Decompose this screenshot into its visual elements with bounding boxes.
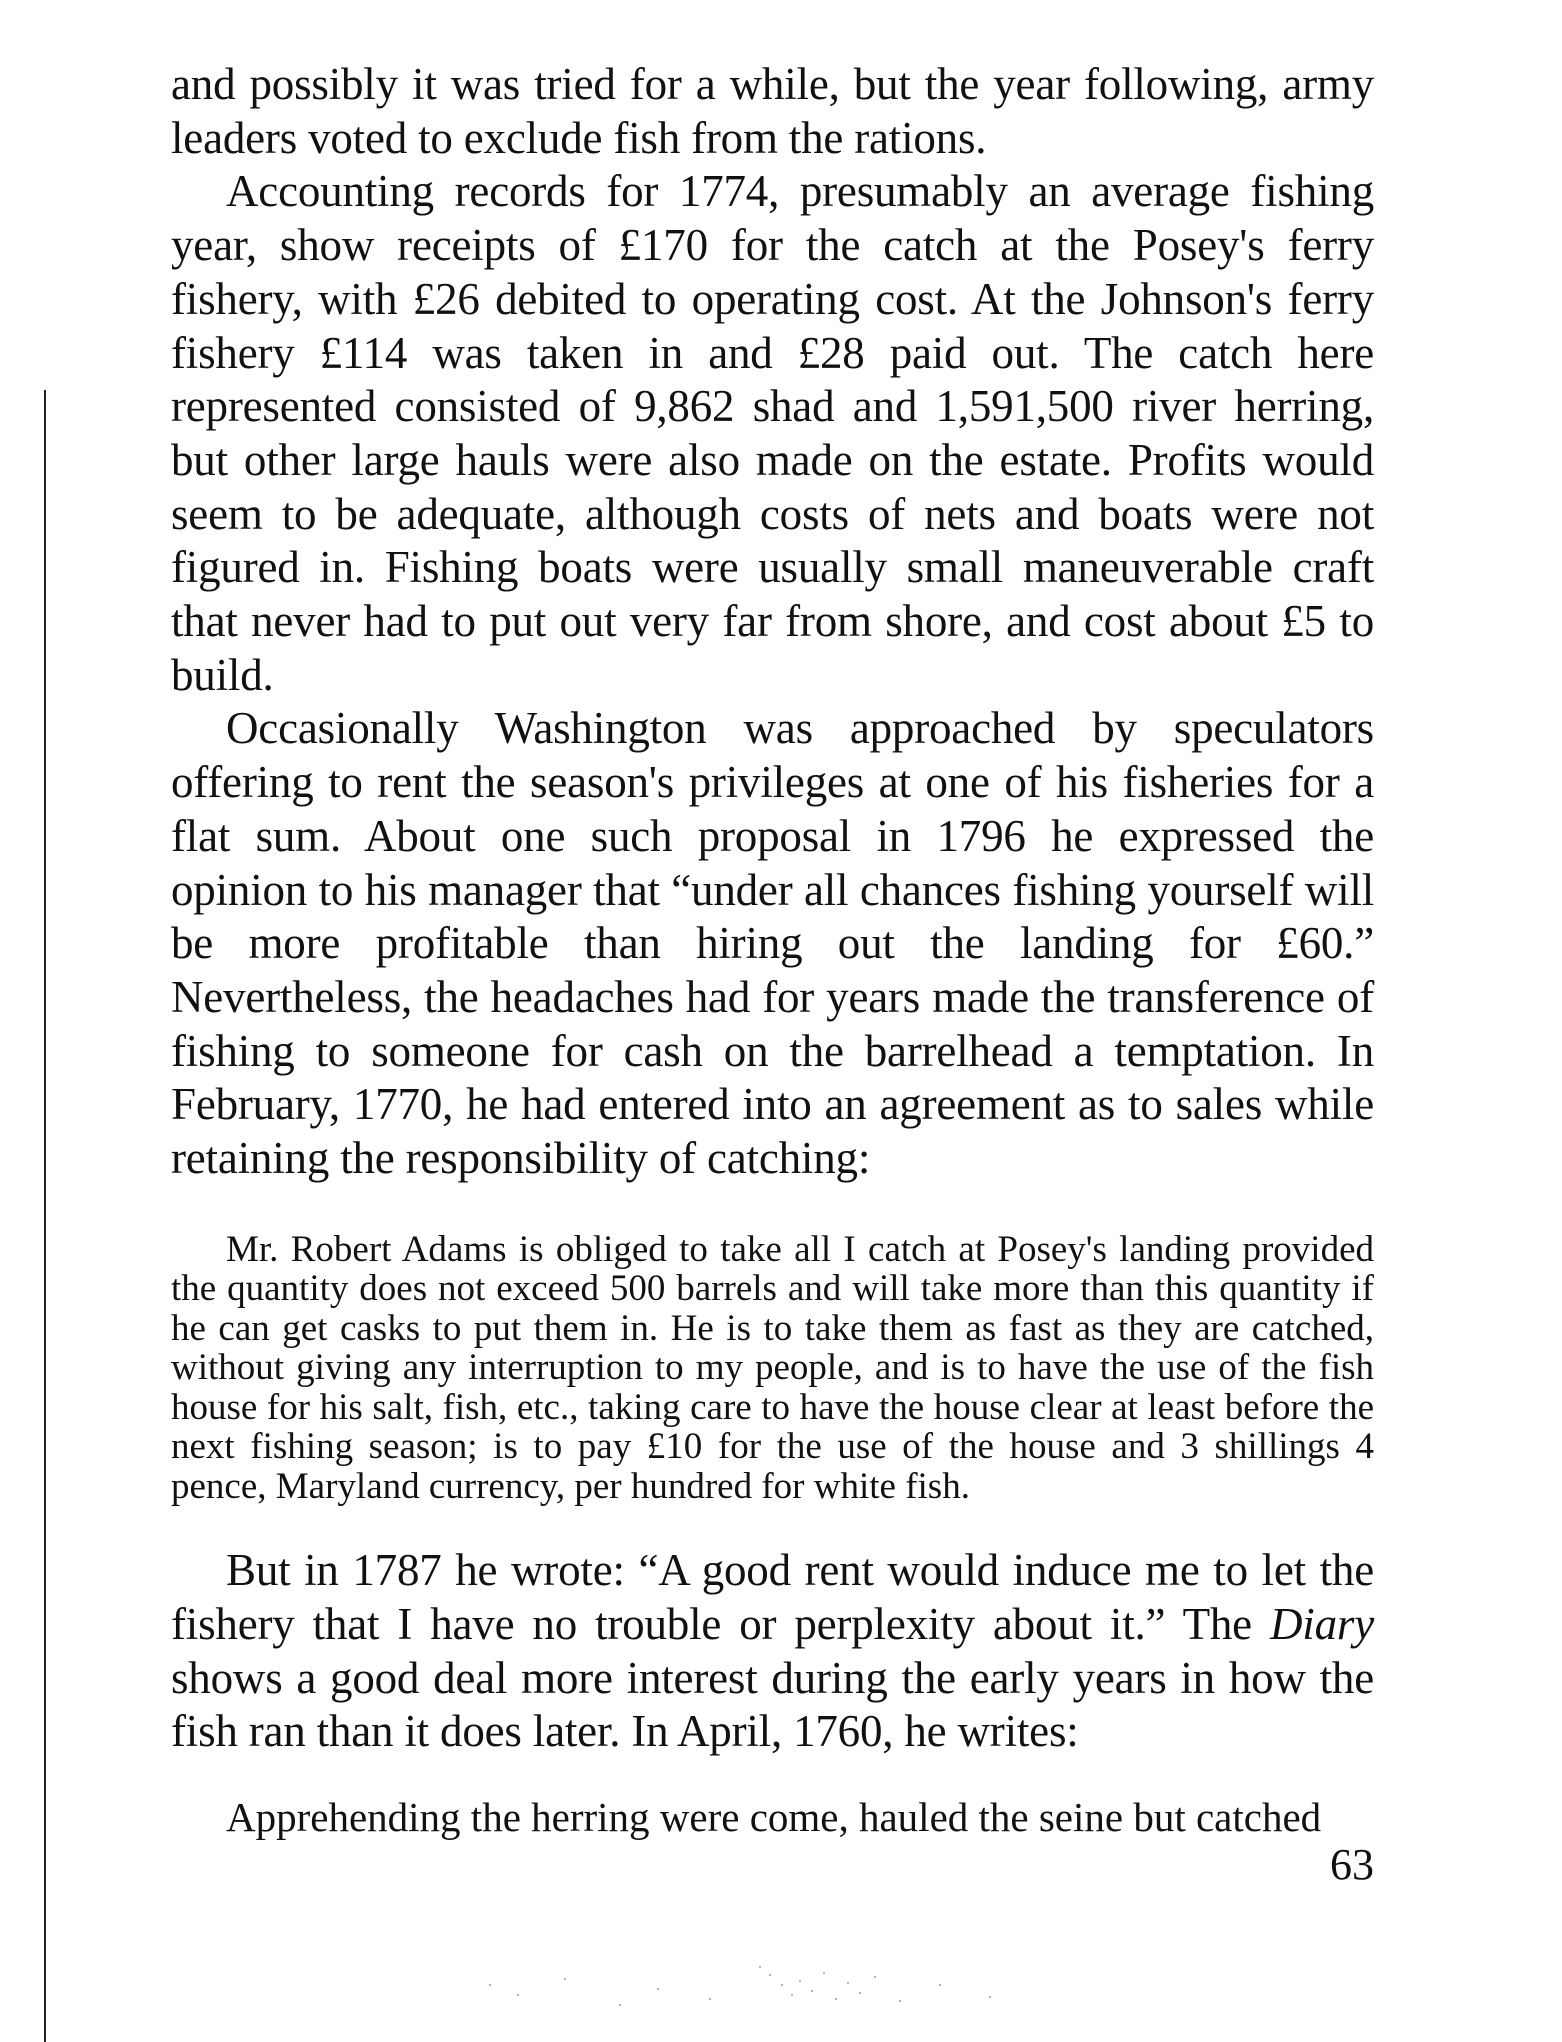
block-quote-1-text: Mr. Robert Adams is obliged to take all I catch at Posey's landing provided the quantity does not exceed 500 barrels and will take more than this quantity if he can get casks to put them in. He is to take them as fast as they are catched, without giving any interruption to my people, and is to have the use of the fish house for his salt, fish, etc., taking care to have the house clear at least before the next fishing season; is to pay £10 for the use of the house and 3 shillings 4 pence, Maryland currency, per hundred for white fish. [171,1228,1374,1507]
book-page [171,58,1374,1839]
paragraph-4-part-1: But in 1787 he wrote: “A good rent would induce me to let the fishery that I have no trouble or perplexity about it.” The [171,1545,1374,1649]
paragraph-4 [171,1544,1374,1759]
paragraph-2: Accounting records for 1774, presumably an average fishing year, show receipts of £170 for the catch at the Posey's ferry fishery, with £26 debited to operating cost. At the Johnson's ferry fishery £114 was taken in and £28 paid out. The catch here represented consisted of 9,862 shad and 1,591,500 river herring, but other large hauls were also made on the estate. Profits would seem to be adequate, although costs of nets and boats were not figured in. Fishing boats were usually small maneuverable craft that never had to put out very far from shore, and cost about £5 to build. [171,166,1374,700]
page-number: 63 [1330,1840,1374,1889]
paragraph-4-part-2: shows a good deal more interest during the early years in how the fish ran than it does later. In April, 1760, he writes: [171,1652,1374,1757]
scan-noise [470,1955,1030,2025]
paragraph-3: Occasionally Washington was approached by speculators offering to rent the season's privileges at one of his fisheries for a flat sum. About one such proposal in 1796 he expressed the opinion to his manager that “under all chances fishing yourself will be more profitable than hiring out the landing for £60.” Nevertheless, the headaches had for years made the transference of fishing to someone for cash on the barrelhead a temptation. In February, 1770, he had entered into an agreement as to sales while retaining the responsibility of catching: [171,703,1374,1184]
block-quote-2-text: Apprehending the herring were come, hauled the seine but catched [226,1794,1322,1841]
block-quote-2 [171,1795,1374,1839]
paragraph-4-italic-title: Diary [1270,1598,1374,1649]
paragraph-1: and possibly it was tried for a while, but the year following, army leaders voted to exclude fish from the rations. [171,59,1374,163]
scan-edge-line [44,390,46,2042]
block-quote-1 [171,1230,1374,1507]
